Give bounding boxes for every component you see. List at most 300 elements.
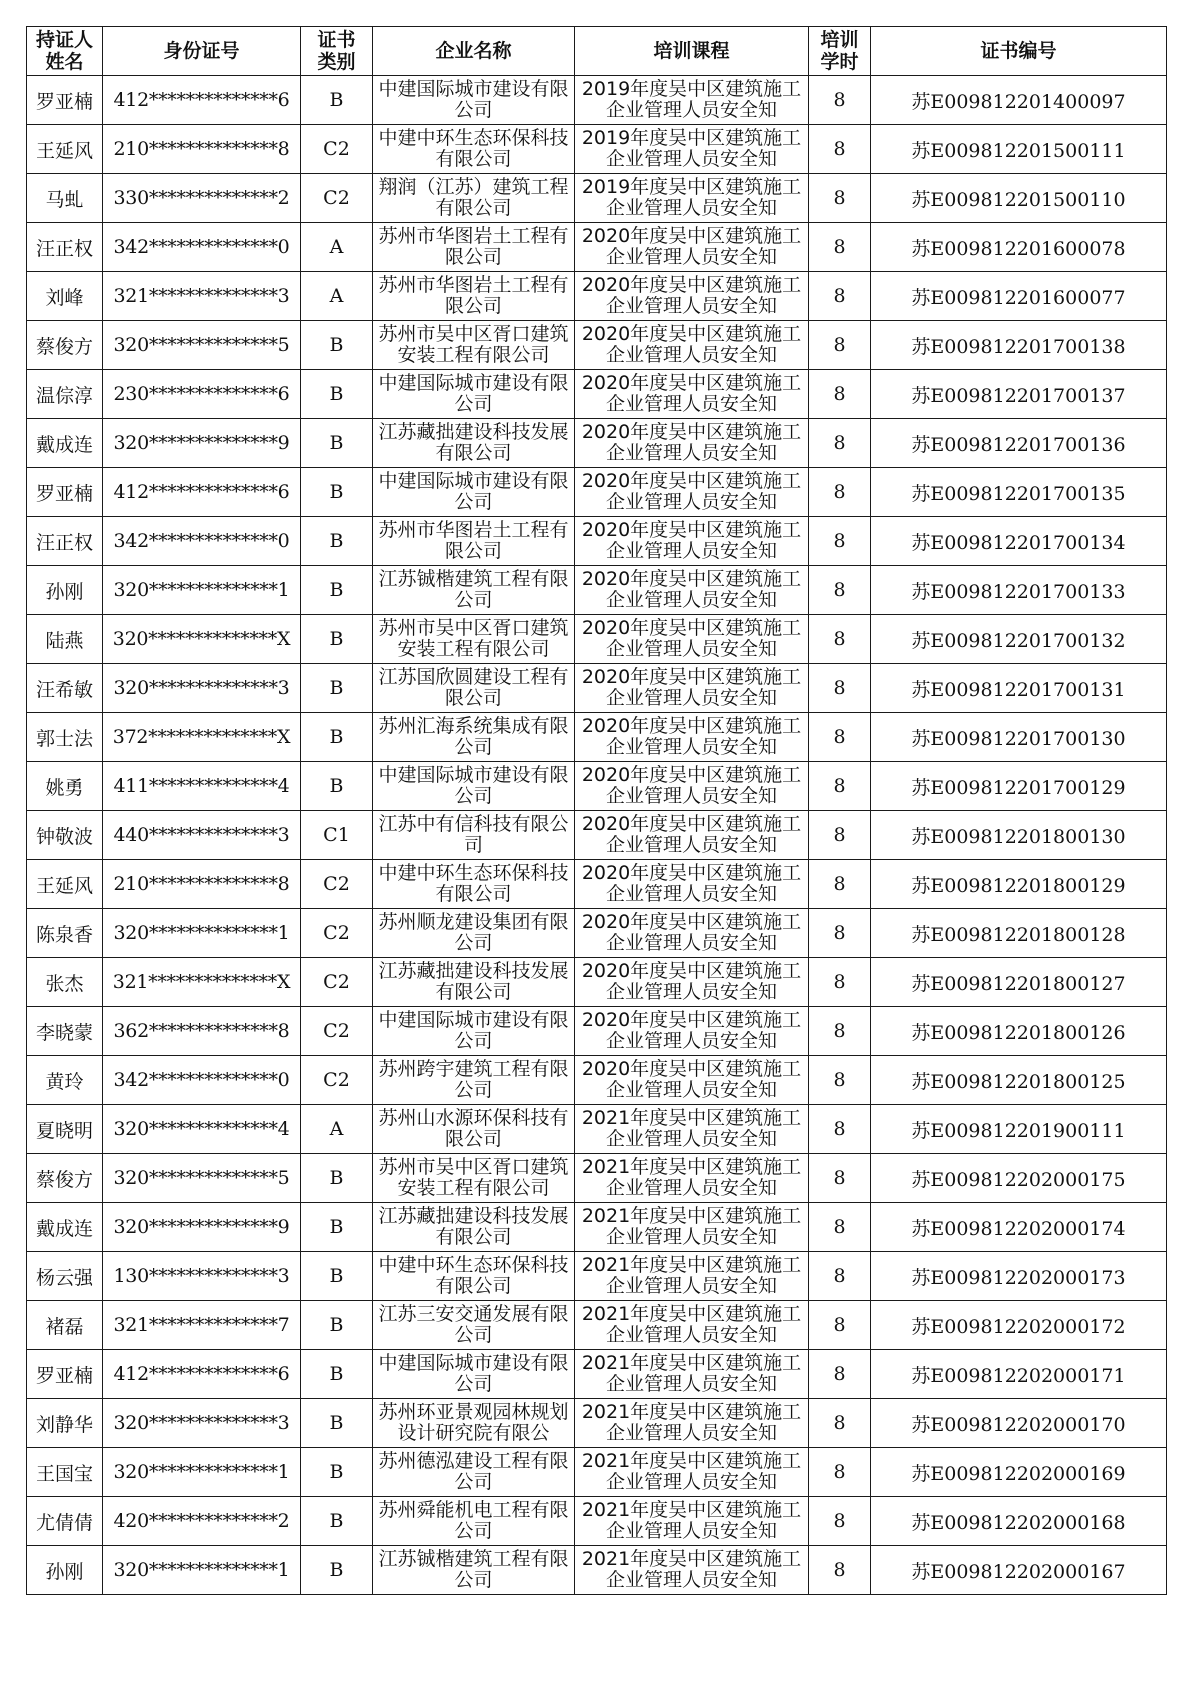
company-cell [373, 958, 575, 1007]
id-number-cell-text: 210**************8 [113, 873, 290, 895]
company-cell-text: 中建国际城市建设有限公司 [378, 373, 569, 415]
holder-name-cell [27, 811, 103, 860]
company-cell-text: 中建中环生态环保科技有限公司 [378, 1255, 569, 1297]
id-number-cell-text: 330**************2 [113, 187, 290, 209]
id-number-cell [103, 1007, 301, 1056]
cert-type-cell-text: B [329, 432, 344, 454]
cert-number-cell-text: 苏E009812202000173 [911, 1266, 1126, 1289]
cert-type-cell [301, 1105, 373, 1154]
holder-name-cell-text: 王延风 [35, 139, 93, 162]
id-number-cell [103, 272, 301, 321]
table-row [27, 664, 1167, 713]
cert-type-cell [301, 370, 373, 419]
table-body [27, 76, 1167, 1595]
hours-cell-text: 8 [833, 1314, 846, 1336]
header-company-label: 企业名称 [435, 40, 512, 62]
course-cell [575, 1105, 809, 1154]
holder-name-cell-text: 汪希敏 [35, 678, 93, 701]
table-row [27, 76, 1167, 125]
cert-number-cell [871, 1546, 1167, 1595]
id-number-cell-text: 412**************6 [113, 89, 290, 111]
cert-number-cell [871, 125, 1167, 174]
hours-cell-text: 8 [833, 1216, 846, 1238]
id-number-cell [103, 713, 301, 762]
company-cell [373, 566, 575, 615]
course-cell-text: 2020年度吴中区建筑施工企业管理人员安全知 [581, 716, 802, 758]
company-cell [373, 1056, 575, 1105]
cert-number-cell [871, 1350, 1167, 1399]
id-number-cell [103, 1399, 301, 1448]
company-cell-text: 苏州跨宇建筑工程有限公司 [378, 1059, 569, 1101]
cert-number-cell-text: 苏E009812201700138 [911, 335, 1126, 358]
id-number-cell [103, 860, 301, 909]
company-cell [373, 615, 575, 664]
holder-name-cell-text: 刘峰 [45, 286, 84, 309]
cert-number-cell [871, 223, 1167, 272]
id-number-cell-text: 342**************0 [113, 1069, 290, 1091]
hours-cell [809, 1546, 871, 1595]
hours-cell-text: 8 [833, 1363, 846, 1385]
cert-number-cell [871, 1252, 1167, 1301]
company-cell-text: 苏州舜能机电工程有限公司 [378, 1500, 569, 1542]
hours-cell [809, 125, 871, 174]
hours-cell-text: 8 [833, 383, 846, 405]
holder-name-cell-text: 张杰 [45, 972, 84, 995]
cert-type-cell [301, 1399, 373, 1448]
hours-cell [809, 664, 871, 713]
table-row [27, 1252, 1167, 1301]
course-cell-text: 2019年度吴中区建筑施工企业管理人员安全知 [581, 128, 802, 170]
holder-name-cell [27, 223, 103, 272]
company-cell-text: 江苏藏拙建设科技发展有限公司 [378, 422, 569, 464]
table-row [27, 1154, 1167, 1203]
table-row [27, 125, 1167, 174]
cert-number-cell [871, 321, 1167, 370]
company-cell [373, 370, 575, 419]
company-cell [373, 125, 575, 174]
hours-cell [809, 223, 871, 272]
cert-number-cell-text: 苏E009812201500110 [911, 188, 1126, 211]
cert-number-cell [871, 76, 1167, 125]
cert-type-cell-text: B [329, 1167, 344, 1189]
cert-number-cell-text: 苏E009812202000174 [911, 1217, 1126, 1240]
holder-name-cell [27, 615, 103, 664]
id-number-cell-text: 372**************X [112, 726, 291, 748]
cert-number-cell [871, 958, 1167, 1007]
id-number-cell-text: 420**************2 [113, 1510, 290, 1532]
cert-type-cell-text: B [329, 1216, 344, 1238]
id-number-cell [103, 517, 301, 566]
cert-number-cell-text: 苏E009812201700130 [911, 727, 1126, 750]
hours-cell-text: 8 [833, 334, 846, 356]
holder-name-cell-text: 杨云强 [35, 1266, 93, 1289]
cert-number-cell [871, 468, 1167, 517]
course-cell-text: 2020年度吴中区建筑施工企业管理人员安全知 [581, 1010, 802, 1052]
course-cell-text: 2020年度吴中区建筑施工企业管理人员安全知 [581, 618, 802, 660]
holder-name-cell-text: 戴成连 [35, 1217, 93, 1240]
id-number-cell-text: 320**************1 [113, 1559, 290, 1581]
cert-type-cell [301, 860, 373, 909]
hours-cell [809, 1154, 871, 1203]
cert-number-cell-text: 苏E009812202000171 [911, 1364, 1126, 1387]
hours-cell [809, 566, 871, 615]
holder-name-cell-text: 蔡俊方 [35, 1168, 93, 1191]
certificate-roster-table [26, 26, 1167, 1595]
course-cell [575, 1448, 809, 1497]
id-number-cell [103, 811, 301, 860]
holder-name-cell-text: 罗亚楠 [35, 1364, 93, 1387]
table-row [27, 1448, 1167, 1497]
cert-type-cell-text: C2 [323, 1069, 350, 1091]
company-cell [373, 1546, 575, 1595]
table-row [27, 1203, 1167, 1252]
id-number-cell [103, 1154, 301, 1203]
hours-cell [809, 419, 871, 468]
hours-cell [809, 860, 871, 909]
id-number-cell [103, 419, 301, 468]
cert-number-cell-text: 苏E009812201800126 [911, 1021, 1126, 1044]
course-cell-text: 2021年度吴中区建筑施工企业管理人员安全知 [581, 1157, 802, 1199]
company-cell-text: 苏州环亚景观园林规划设计研究院有限公 [378, 1402, 569, 1444]
holder-name-cell [27, 1007, 103, 1056]
holder-name-cell [27, 174, 103, 223]
table-row [27, 517, 1167, 566]
id-number-cell-text: 342**************0 [113, 236, 290, 258]
id-number-cell [103, 468, 301, 517]
company-cell [373, 1105, 575, 1154]
company-cell [373, 272, 575, 321]
course-cell-text: 2020年度吴中区建筑施工企业管理人员安全知 [581, 324, 802, 366]
cert-type-cell-text: C2 [323, 922, 350, 944]
id-number-cell-text: 440**************3 [113, 824, 290, 846]
cert-type-cell-text: B [329, 1412, 344, 1434]
holder-name-cell [27, 419, 103, 468]
id-number-cell-text: 210**************8 [113, 138, 290, 160]
cert-number-cell-text: 苏E009812201800128 [911, 923, 1126, 946]
cert-number-cell-text: 苏E009812201500111 [911, 139, 1126, 162]
id-number-cell [103, 1301, 301, 1350]
course-cell [575, 321, 809, 370]
hours-cell [809, 468, 871, 517]
holder-name-cell-text: 姚勇 [45, 776, 84, 799]
course-cell [575, 517, 809, 566]
id-number-cell [103, 1350, 301, 1399]
cert-type-cell-text: B [329, 383, 344, 405]
holder-name-cell [27, 566, 103, 615]
course-cell [575, 370, 809, 419]
hours-cell [809, 517, 871, 566]
company-cell [373, 811, 575, 860]
hours-cell-text: 8 [833, 1461, 846, 1483]
cert-number-cell [871, 566, 1167, 615]
holder-name-cell-text: 马虬 [45, 188, 84, 211]
course-cell-text: 2021年度吴中区建筑施工企业管理人员安全知 [581, 1500, 802, 1542]
header-hours [809, 27, 871, 76]
company-cell-text: 苏州市吴中区胥口建筑安装工程有限公司 [378, 618, 569, 660]
cert-type-cell-text: B [329, 1314, 344, 1336]
holder-name-cell [27, 1448, 103, 1497]
company-cell-text: 江苏国欣圆建设工程有限公司 [378, 667, 569, 709]
id-number-cell [103, 125, 301, 174]
cert-type-cell [301, 321, 373, 370]
cert-type-cell-text: B [329, 1363, 344, 1385]
id-number-cell [103, 321, 301, 370]
holder-name-cell [27, 76, 103, 125]
holder-name-cell [27, 1203, 103, 1252]
hours-cell [809, 762, 871, 811]
company-cell [373, 517, 575, 566]
company-cell [373, 321, 575, 370]
course-cell-text: 2020年度吴中区建筑施工企业管理人员安全知 [581, 814, 802, 856]
company-cell [373, 223, 575, 272]
holder-name-cell-text: 蔡俊方 [35, 335, 93, 358]
cert-number-cell-text: 苏E009812201600078 [911, 237, 1126, 260]
cert-number-cell [871, 174, 1167, 223]
cert-type-cell [301, 811, 373, 860]
holder-name-cell-text: 温倧淳 [35, 384, 93, 407]
cert-number-cell-text: 苏E009812202000172 [911, 1315, 1126, 1338]
cert-type-cell [301, 566, 373, 615]
holder-name-cell [27, 1399, 103, 1448]
cert-number-cell [871, 1301, 1167, 1350]
hours-cell-text: 8 [833, 530, 846, 552]
hours-cell [809, 1252, 871, 1301]
company-cell-text: 江苏中有信科技有限公司 [378, 814, 569, 856]
company-cell-text: 中建国际城市建设有限公司 [378, 471, 569, 513]
course-cell-text: 2020年度吴中区建筑施工企业管理人员安全知 [581, 1059, 802, 1101]
course-cell-text: 2021年度吴中区建筑施工企业管理人员安全知 [581, 1549, 802, 1591]
table-row [27, 1007, 1167, 1056]
holder-name-cell [27, 762, 103, 811]
id-number-cell [103, 1448, 301, 1497]
hours-cell [809, 1056, 871, 1105]
id-number-cell-text: 320**************9 [113, 432, 290, 454]
id-number-cell [103, 1497, 301, 1546]
hours-cell-text: 8 [833, 726, 846, 748]
cert-number-cell [871, 1203, 1167, 1252]
course-cell [575, 566, 809, 615]
table-row [27, 1301, 1167, 1350]
cert-number-cell-text: 苏E009812201700129 [911, 776, 1126, 799]
course-cell [575, 811, 809, 860]
cert-number-cell-text: 苏E009812201700131 [911, 678, 1126, 701]
hours-cell [809, 1301, 871, 1350]
cert-type-cell [301, 125, 373, 174]
cert-type-cell [301, 1203, 373, 1252]
header-course-label: 培训课程 [653, 40, 730, 62]
company-cell [373, 664, 575, 713]
id-number-cell [103, 566, 301, 615]
course-cell-text: 2020年度吴中区建筑施工企业管理人员安全知 [581, 275, 802, 317]
table-row [27, 370, 1167, 419]
cert-number-cell [871, 1056, 1167, 1105]
company-cell [373, 1448, 575, 1497]
table-row [27, 321, 1167, 370]
company-cell [373, 1007, 575, 1056]
course-cell-text: 2021年度吴中区建筑施工企业管理人员安全知 [581, 1353, 802, 1395]
cert-number-cell-text: 苏E009812201700132 [911, 629, 1126, 652]
id-number-cell-text: 320**************5 [113, 334, 290, 356]
holder-name-cell [27, 958, 103, 1007]
course-cell-text: 2020年度吴中区建筑施工企业管理人员安全知 [581, 471, 802, 513]
company-cell [373, 76, 575, 125]
id-number-cell-text: 320**************1 [113, 579, 290, 601]
company-cell [373, 174, 575, 223]
hours-cell [809, 1105, 871, 1154]
id-number-cell [103, 958, 301, 1007]
course-cell [575, 1497, 809, 1546]
header-cert-type [301, 27, 373, 76]
cert-number-cell-text: 苏E009812201700133 [911, 580, 1126, 603]
header-course [575, 27, 809, 76]
company-cell [373, 1154, 575, 1203]
holder-name-cell-text: 陈泉香 [35, 923, 93, 946]
cert-type-cell [301, 1497, 373, 1546]
hours-cell [809, 713, 871, 762]
cert-number-cell [871, 1399, 1167, 1448]
hours-cell [809, 370, 871, 419]
table-row [27, 615, 1167, 664]
course-cell-text: 2020年度吴中区建筑施工企业管理人员安全知 [581, 961, 802, 1003]
cert-type-cell-text: B [329, 579, 344, 601]
hours-cell-text: 8 [833, 138, 846, 160]
id-number-cell [103, 664, 301, 713]
holder-name-cell [27, 125, 103, 174]
cert-type-cell [301, 664, 373, 713]
cert-number-cell [871, 419, 1167, 468]
course-cell-text: 2019年度吴中区建筑施工企业管理人员安全知 [581, 177, 802, 219]
company-cell-text: 苏州市华图岩土工程有限公司 [378, 520, 569, 562]
cert-type-cell [301, 1350, 373, 1399]
table-row [27, 223, 1167, 272]
cert-number-cell-text: 苏E009812201700136 [911, 433, 1126, 456]
holder-name-cell-text: 黄玲 [45, 1070, 84, 1093]
cert-number-cell [871, 762, 1167, 811]
cert-number-cell-text: 苏E009812201800127 [911, 972, 1126, 995]
table-row [27, 762, 1167, 811]
header-holder-name-label: 持证人 姓名 [35, 29, 93, 73]
id-number-cell [103, 1056, 301, 1105]
course-cell-text: 2021年度吴中区建筑施工企业管理人员安全知 [581, 1206, 802, 1248]
holder-name-cell-text: 李晓蒙 [35, 1021, 93, 1044]
company-cell-text: 中建国际城市建设有限公司 [378, 79, 569, 121]
holder-name-cell-text: 罗亚楠 [35, 90, 93, 113]
hours-cell-text: 8 [833, 1412, 846, 1434]
course-cell-text: 2020年度吴中区建筑施工企业管理人员安全知 [581, 520, 802, 562]
holder-name-cell-text: 王延风 [35, 874, 93, 897]
certificate-roster-sheet [26, 26, 1166, 1595]
header-cert-number-label: 证书编号 [980, 40, 1057, 62]
course-cell [575, 125, 809, 174]
holder-name-cell-text: 夏晓明 [35, 1119, 93, 1142]
holder-name-cell-text: 戴成连 [35, 433, 93, 456]
hours-cell [809, 1399, 871, 1448]
hours-cell [809, 1350, 871, 1399]
table-row [27, 713, 1167, 762]
course-cell [575, 1056, 809, 1105]
holder-name-cell [27, 1301, 103, 1350]
company-cell-text: 江苏藏拙建设科技发展有限公司 [378, 1206, 569, 1248]
cert-number-cell-text: 苏E009812202000170 [911, 1413, 1126, 1436]
cert-number-cell [871, 272, 1167, 321]
company-cell-text: 苏州市华图岩土工程有限公司 [378, 226, 569, 268]
cert-type-cell-text: B [329, 775, 344, 797]
course-cell [575, 223, 809, 272]
table-row [27, 174, 1167, 223]
cert-number-cell-text: 苏E009812201700137 [911, 384, 1126, 407]
hours-cell [809, 1203, 871, 1252]
hours-cell [809, 174, 871, 223]
course-cell [575, 1252, 809, 1301]
table-row [27, 1399, 1167, 1448]
header-cert-type-label: 证书 类别 [317, 29, 356, 73]
holder-name-cell-text: 褚磊 [45, 1315, 84, 1338]
header-holder-name [27, 27, 103, 76]
hours-cell-text: 8 [833, 971, 846, 993]
holder-name-cell [27, 1546, 103, 1595]
cert-type-cell-text: C1 [323, 824, 350, 846]
course-cell-text: 2021年度吴中区建筑施工企业管理人员安全知 [581, 1451, 802, 1493]
course-cell [575, 1350, 809, 1399]
cert-number-cell [871, 664, 1167, 713]
id-number-cell [103, 370, 301, 419]
cert-type-cell [301, 713, 373, 762]
course-cell [575, 1154, 809, 1203]
id-number-cell-text: 320**************X [112, 628, 291, 650]
course-cell-text: 2020年度吴中区建筑施工企业管理人员安全知 [581, 569, 802, 611]
header-company [373, 27, 575, 76]
hours-cell-text: 8 [833, 1020, 846, 1042]
hours-cell-text: 8 [833, 1559, 846, 1581]
course-cell-text: 2020年度吴中区建筑施工企业管理人员安全知 [581, 912, 802, 954]
holder-name-cell [27, 664, 103, 713]
cert-type-cell [301, 1252, 373, 1301]
cert-number-cell-text: 苏E009812201600077 [911, 286, 1126, 309]
cert-type-cell-text: C2 [323, 1020, 350, 1042]
header-hours-label: 培训 学时 [820, 29, 859, 73]
company-cell-text: 中建国际城市建设有限公司 [378, 1353, 569, 1395]
company-cell-text: 苏州市华图岩土工程有限公司 [378, 275, 569, 317]
holder-name-cell [27, 1350, 103, 1399]
id-number-cell-text: 320**************3 [113, 677, 290, 699]
hours-cell [809, 811, 871, 860]
cert-number-cell [871, 1007, 1167, 1056]
course-cell-text: 2020年度吴中区建筑施工企业管理人员安全知 [581, 667, 802, 709]
company-cell [373, 860, 575, 909]
cert-type-cell-text: B [329, 1461, 344, 1483]
id-number-cell [103, 615, 301, 664]
cert-type-cell-text: A [329, 285, 344, 307]
id-number-cell-text: 321**************X [112, 971, 291, 993]
cert-type-cell [301, 1546, 373, 1595]
cert-number-cell-text: 苏E009812202000167 [911, 1560, 1126, 1583]
table-row [27, 909, 1167, 958]
cert-number-cell [871, 860, 1167, 909]
cert-type-cell-text: B [329, 677, 344, 699]
header-id-number [103, 27, 301, 76]
course-cell [575, 174, 809, 223]
hours-cell-text: 8 [833, 481, 846, 503]
cert-type-cell [301, 517, 373, 566]
course-cell [575, 1301, 809, 1350]
hours-cell-text: 8 [833, 922, 846, 944]
course-cell-text: 2020年度吴中区建筑施工企业管理人员安全知 [581, 765, 802, 807]
holder-name-cell [27, 517, 103, 566]
course-cell [575, 272, 809, 321]
cert-type-cell [301, 958, 373, 1007]
hours-cell-text: 8 [833, 236, 846, 258]
company-cell [373, 1252, 575, 1301]
